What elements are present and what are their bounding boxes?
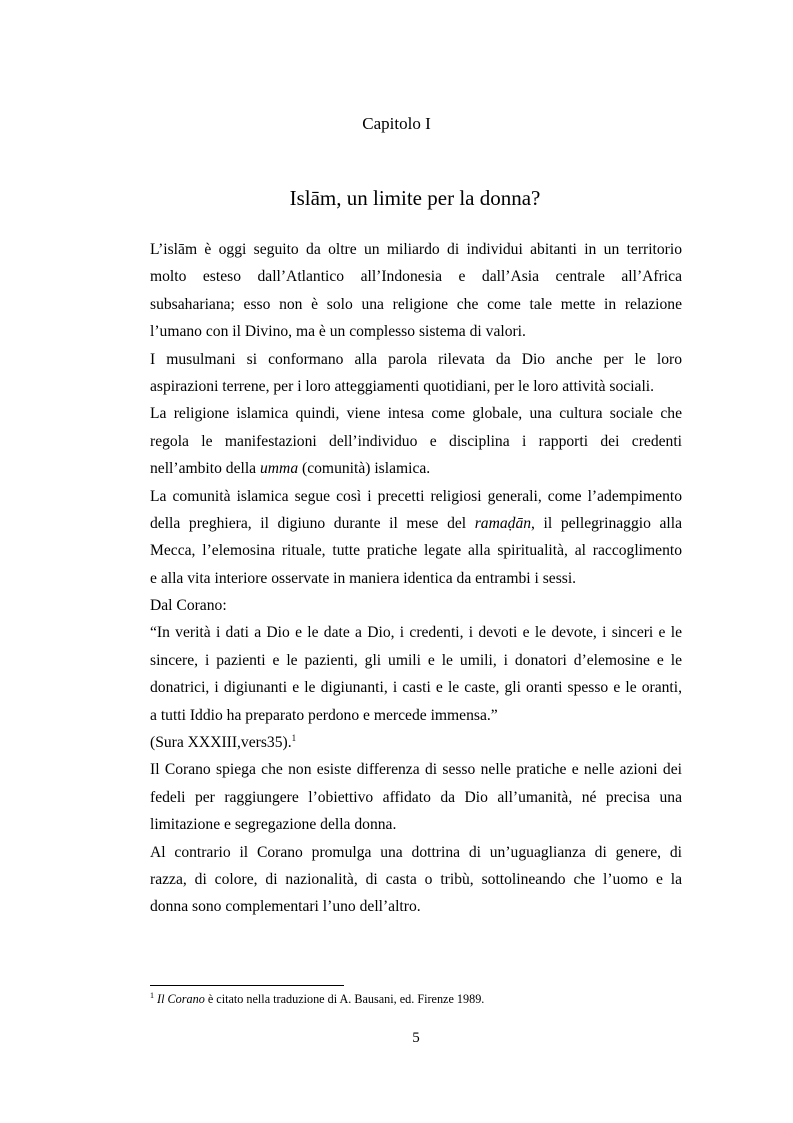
quotation-source (150, 729, 682, 756)
italic-term-ramadan: ramaḍān (474, 514, 532, 532)
italic-term-umma: umma (260, 460, 299, 478)
text-line: La religione islamica quindi, viene intesa come globale, una cultura sociale che (150, 405, 682, 423)
text-run: della preghiera, il digiuno durante il mese del (150, 514, 475, 532)
text-line: l’umano con il Divino, ma è un complesso sistema di valori. (150, 323, 526, 341)
paragraph-5 (150, 592, 682, 619)
chapter-heading: Capitolo I (362, 114, 431, 133)
text-line: regola le manifestazioni dell’individuo e disciplina i rapporti dei credenti (150, 432, 682, 450)
footnote-text: è citato nella traduzione di A. Bausani, ed. Firenze 1989. (204, 992, 485, 1006)
text-line: donatrici, i digiunanti e le digiunanti, i casti e le caste, gli oranti spesso e le oranti, (150, 679, 682, 697)
paragraph-1 (150, 236, 682, 346)
quotation (150, 619, 682, 729)
text-line: aspirazioni terrene, per i loro atteggiamenti quotidiani, per le loro attività sociali. (150, 377, 655, 395)
text-line: I musulmani si conformano alla parola rilevata da Dio anche per le loro (150, 350, 682, 368)
body-text (150, 236, 682, 921)
text-line (150, 455, 682, 482)
text-line: La comunità islamica segue così i precetti religiosi generali, come l’adempimento (150, 487, 682, 505)
chapter-title: Islām, un limite per la donna? (289, 186, 541, 210)
footnote-reference: 1 (291, 733, 297, 744)
text-line (150, 510, 682, 537)
page-number: 5 (412, 1030, 420, 1046)
text-line: sincere, i pazienti e le pazienti, gli umili e le umili, i donatori d’elemosine e le (150, 651, 682, 669)
text-line: e alla vita interiore osservate in maniera identica da entrambi i sessi. (150, 569, 577, 587)
footnote-italic: Il Corano (157, 992, 205, 1006)
text-run: (comunità) islamica. (298, 460, 431, 478)
text-line: Al contrario il Corano promulga una dottrina di un’uguaglianza di genere, di (150, 843, 682, 861)
text-run: , il pellegrinaggio alla (531, 514, 682, 532)
text-line: a tutti Iddio ha preparato perdono e mercede immensa.” (150, 706, 498, 724)
text-line: Mecca, l’elemosina rituale, tutte pratiche legate alla spiritualità, al raccoglimento (150, 542, 682, 560)
paragraph-6 (150, 756, 682, 838)
text-line: fedeli per raggiungere l’obiettivo affidato da Dio all’umanità, né precisa una (150, 788, 682, 806)
text-line: molto esteso dall’Atlantico all’Indonesia e dall’Asia centrale all’Africa (150, 268, 682, 286)
paragraph-3 (150, 400, 682, 482)
paragraph-2 (150, 346, 682, 401)
text-line: Il Corano spiega che non esiste differenza di sesso nelle pratiche e nelle azioni dei (150, 761, 682, 779)
text-line: “In verità i dati a Dio e le date a Dio, i credenti, i devoti e le devote, i sinceri e le (150, 624, 682, 642)
paragraph-4 (150, 483, 682, 593)
text-line: subsahariana; esso non è solo una religione che come tale mette in relazione (150, 295, 682, 313)
paragraph-7 (150, 839, 682, 921)
text-line: Dal Corano: (150, 597, 227, 615)
text-line: L’islām è oggi seguito da oltre un miliardo di individui abitanti in un territorio (150, 241, 682, 258)
text-line: limitazione e segregazione della donna. (150, 816, 397, 834)
text-run: nell’ambito della (150, 460, 260, 478)
footnote-divider (150, 985, 344, 986)
footnote (150, 992, 682, 1007)
text-line: razza, di colore, di nazionalità, di casta o tribù, sottolineando che l’uomo e la (150, 870, 682, 888)
footnote-marker: 1 (150, 991, 154, 1000)
text-line: donna sono complementari l’uno dell’altro. (150, 898, 421, 916)
text-run: (Sura XXXIII,vers35). (150, 734, 292, 752)
